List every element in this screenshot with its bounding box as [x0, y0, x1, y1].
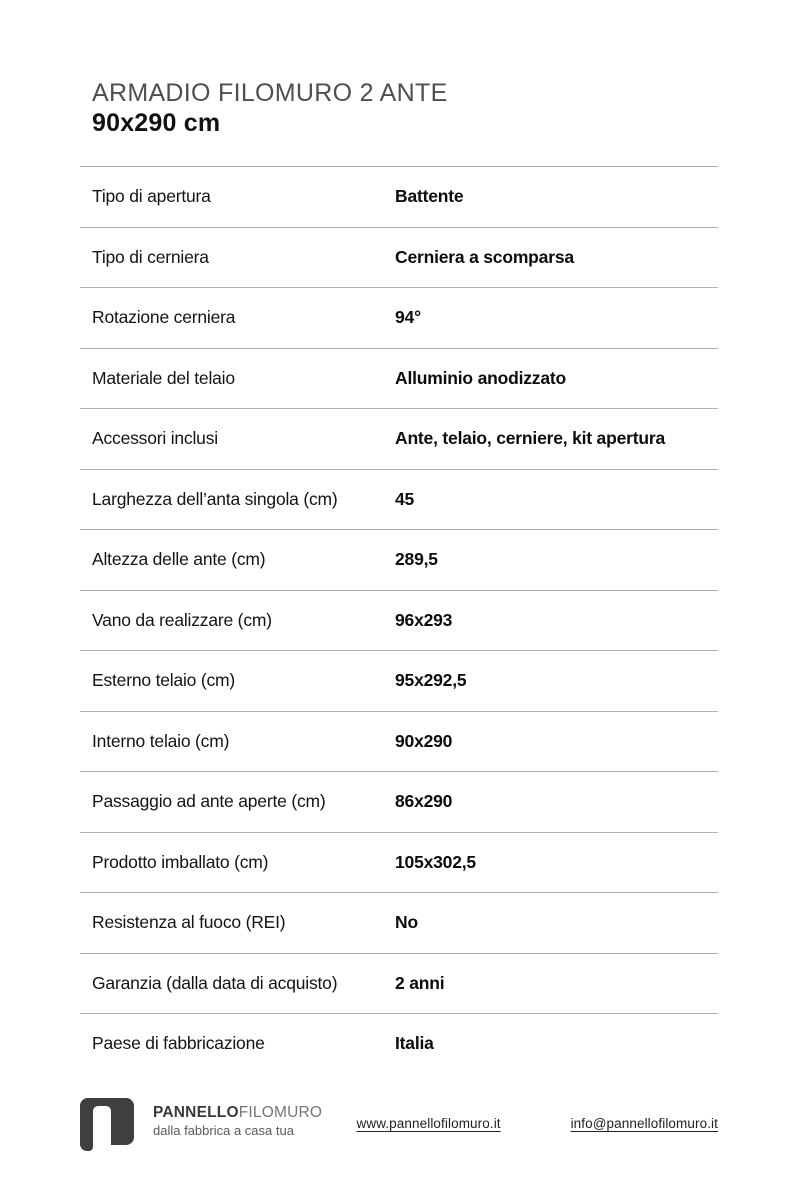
spec-label: Prodotto imballato (cm) [92, 851, 269, 872]
brand-name-bold: PANNELLO [153, 1103, 239, 1121]
spec-label: Materiale del telaio [92, 367, 235, 388]
spec-value: 94° [395, 307, 421, 328]
spec-row [80, 408, 718, 469]
spec-value: 86x290 [395, 791, 453, 812]
spec-value: Battente [395, 186, 464, 207]
page-title [80, 78, 718, 138]
spec-label: Tipo di apertura [92, 186, 211, 207]
spec-value: Alluminio anodizzato [395, 367, 566, 388]
spec-table [80, 166, 718, 1074]
spec-value: 2 anni [395, 972, 445, 993]
spec-label: Accessori inclusi [92, 428, 218, 449]
spec-label: Interno telaio (cm) [92, 730, 230, 751]
spec-value: 96x293 [395, 609, 453, 630]
spec-row [80, 590, 718, 651]
brand-text [153, 1098, 322, 1139]
spec-row [80, 227, 718, 288]
spec-value: 105x302,5 [395, 851, 476, 872]
spec-row [80, 348, 718, 409]
spec-row [80, 832, 718, 893]
spec-label: Tipo di cerniera [92, 246, 209, 267]
spec-label: Esterno telaio (cm) [92, 670, 236, 691]
spec-label: Rotazione cerniera [92, 307, 236, 328]
spec-label: Vano da realizzare (cm) [92, 609, 272, 630]
brand-logo [80, 1098, 322, 1151]
spec-row [80, 953, 718, 1014]
spec-row [80, 166, 718, 227]
spec-label: Larghezza dell’anta singola (cm) [92, 488, 338, 509]
spec-value: 45 [395, 488, 415, 509]
spec-value: 90x290 [395, 730, 453, 751]
spec-row [80, 892, 718, 953]
spec-row [80, 529, 718, 590]
spec-label: Paese di fabbricazione [92, 1033, 265, 1054]
email-link[interactable]: info@pannellofilomuro.it [570, 1116, 718, 1131]
spec-row [80, 711, 718, 772]
brand-name [153, 1104, 322, 1122]
spec-row [80, 469, 718, 530]
door-frame-icon [80, 1098, 134, 1151]
spec-value: Ante, telaio, cerniere, kit apertura [395, 428, 665, 449]
spec-label: Passaggio ad ante aperte (cm) [92, 791, 326, 812]
spec-label: Altezza delle ante (cm) [92, 549, 266, 570]
spec-value: No [395, 912, 418, 933]
product-size: 90x290 cm [92, 109, 221, 137]
spec-value: Cerniera a scomparsa [395, 246, 574, 267]
spec-value: Italia [395, 1033, 434, 1054]
spec-row [80, 287, 718, 348]
product-name: ARMADIO FILOMURO 2 ANTE [92, 79, 448, 107]
spec-label: Resistenza al fuoco (REI) [92, 912, 286, 933]
footer [80, 1098, 718, 1151]
spec-row [80, 1013, 718, 1074]
website-link[interactable]: www.pannellofilomuro.it [356, 1116, 501, 1131]
spec-value: 95x292,5 [395, 670, 467, 691]
brand-tagline: dalla fabbrica a casa tua [153, 1122, 294, 1138]
footer-links [322, 1115, 718, 1133]
brand-name-light: FILOMURO [238, 1103, 323, 1121]
spec-value: 289,5 [395, 549, 438, 570]
spec-label: Garanzia (dalla data di acquisto) [92, 972, 338, 993]
spec-row [80, 650, 718, 711]
spec-row [80, 771, 718, 832]
